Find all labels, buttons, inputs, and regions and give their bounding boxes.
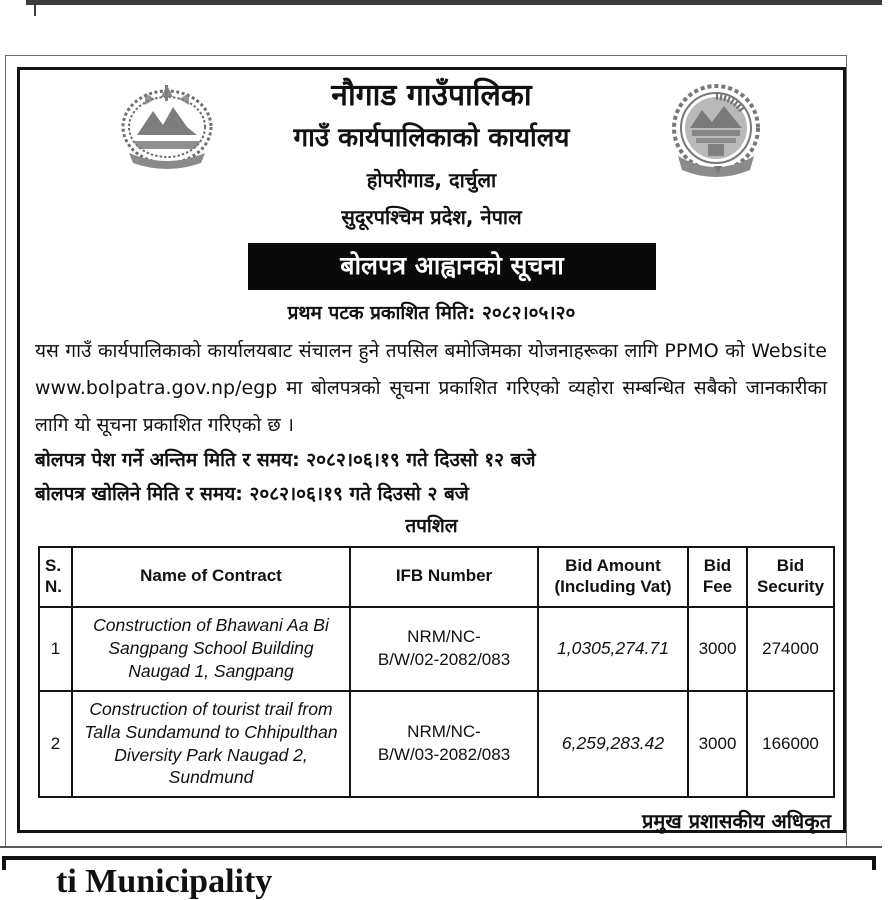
bid-opening-date-line: बोलपत्र खोलिने मिति र समय: २०८२।०६।१९ गते दिउसो २ बजे [35,482,469,505]
row2-ifb-line2: B/W/03-2082/083 [377,744,511,764]
header-sn-line2: N. [45,576,62,596]
header-sn-line1: S. [45,556,62,576]
office-address: होपरीगाड, दार्चुला [366,168,497,193]
row1-ifb-line1: NRM/NC- [407,627,481,647]
bid-details-table [38,546,835,798]
table-header-row [39,547,834,607]
table-caption: तपशिल [405,514,458,537]
row2-bid-security: 166000 [747,691,834,797]
header-ifb-number: IFB Number [350,547,538,607]
row2-bid-fee: 3000 [688,691,747,797]
previous-notice-bottom-border [26,0,882,5]
row1-ifb-line2: B/W/02-2082/083 [377,649,511,669]
row1-bid-security: 274000 [747,607,834,691]
previous-notice-border-tick [34,0,36,16]
signature-title: प्रमुख प्रशासकीय अधिकृत [642,808,831,833]
notice-body-paragraph: यस गाउँ कार्यपालिकाको कार्यालयबाट संचालन हुने तपसिल बमोजिमका योजनाहरूका लागि PPMO को Website www.bolpatra.gov.np/egp मा बोलपत्रको सूचना प्रकाशित गरिएको व्यहोरा सम्बन्धित सबैको जानकारीका लागि यो सूचना प्रकाशित गरिएको छ । [35,340,827,436]
header-sn [39,547,72,607]
row1-bid-fee: 3000 [688,607,747,691]
row1-bid-amount: 1,0305,274.71 [538,607,688,691]
row1-contract-name: Construction of Bhawani Aa Bi Sangpang School Building Naugad 1, Sangpang [72,607,350,691]
notice-title-banner: बोलपत्र आह्वानको सूचना [248,243,656,290]
province-line: सुदूरपश्चिम प्रदेश, नेपाल [341,205,522,230]
next-notice-partial-title: ti Municipality [56,863,273,900]
row2-ifb-number [350,691,538,797]
header-bid-fee: Bid Fee [688,547,747,607]
header-bid-amount: Bid Amount (Including Vat) [538,547,688,607]
row2-contract-name: Construction of tourist trail from Talla Sundamund to Chhipulthan Diversity Park Naugad 2, Sundmund [72,691,350,797]
next-notice-partial-box [2,856,876,900]
row2-sn: 2 [39,691,72,797]
office-name: गाउँ कार्यपालिकाको कार्यालय [293,123,570,153]
municipality-seal-logo [668,82,765,182]
row1-ifb-number [350,607,538,691]
header-name-of-contract: Name of Contract [72,547,350,607]
nepal-coat-of-arms-logo [115,77,219,173]
table-row [39,691,834,797]
first-published-date-line: प्रथम पटक प्रकाशित मिति: २०८२।०५।२० [287,302,576,325]
tender-notice-box [17,67,846,833]
header-bid-security: Bid Security [747,547,834,607]
row2-ifb-line1: NRM/NC- [407,722,481,742]
bid-submission-deadline-line: बोलपत्र पेश गर्ने अन्तिम मिति र समय: २०८२।०६।१९ गते दिउसो १२ बजे [35,449,536,472]
row2-bid-amount: 6,259,283.42 [538,691,688,797]
row1-sn: 1 [39,607,72,691]
table-row [39,607,834,691]
section-divider-line [0,846,882,848]
org-name: नौगाड गाउँपालिका [331,78,532,113]
